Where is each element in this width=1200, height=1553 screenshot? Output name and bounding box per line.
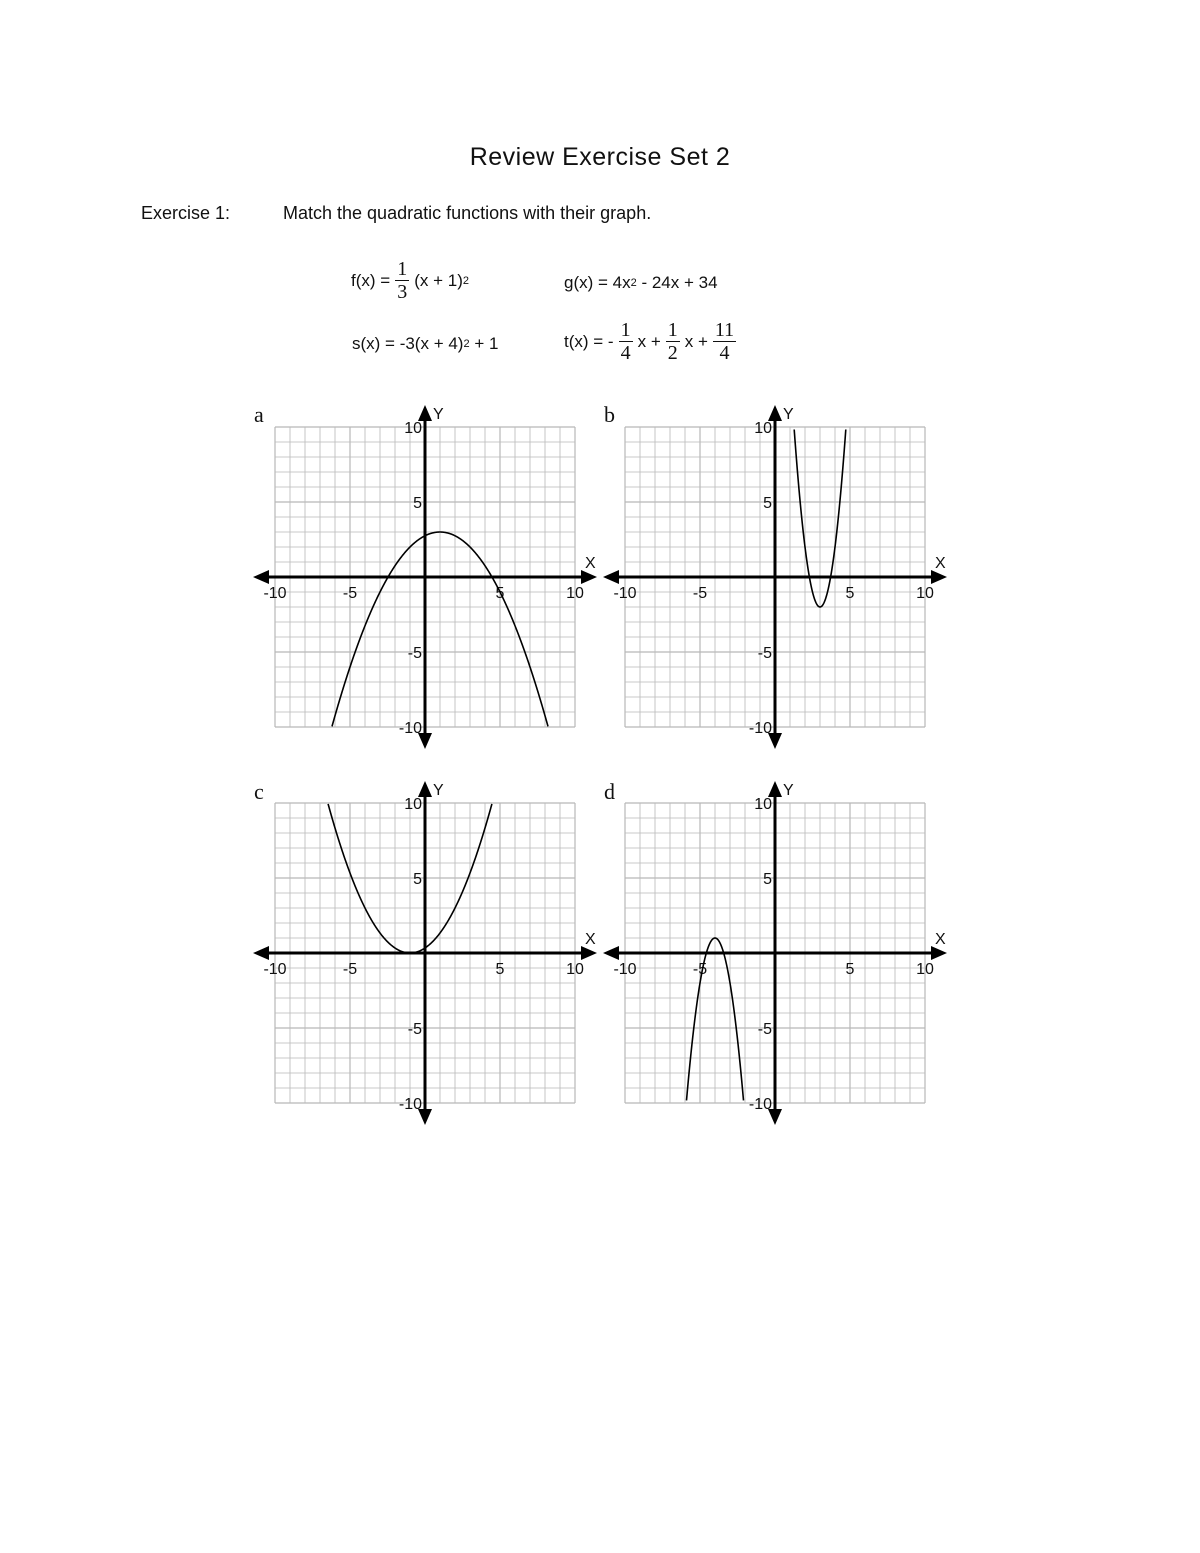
equation-t-f3-denominator: 4 [719,342,730,364]
x-tick-label-d: -10 [613,961,637,978]
x-tick-label-a: -10 [263,585,287,602]
x-axis-arrow-left-c [253,946,269,960]
x-tick-label-a: -5 [342,585,358,602]
page-title: Review Exercise Set 2 [469,143,731,171]
equation-t-f1-denominator: 4 [620,342,631,364]
y-tick-label-c: 5 [413,871,422,888]
y-tick-label-d: 10 [754,796,772,813]
equation-t-f2-numerator: 1 [667,319,678,341]
y-tick-label-a: -10 [398,720,422,737]
y-tick-label-d: -10 [748,1096,772,1113]
equation-f-denominator: 3 [397,281,408,303]
x-axis-arrow-left-d [603,946,619,960]
y-axis-label-d: Y [783,782,794,799]
x-axis-arrow-left-a [253,570,269,584]
y-tick-label-a: -5 [407,645,422,662]
x-tick-label-a: 5 [495,585,505,602]
equation-t-x2: x + [684,331,708,351]
x-tick-label-d: 10 [916,961,934,978]
y-tick-label-b: -10 [748,720,772,737]
y-tick-label-d: -5 [757,1021,772,1038]
y-axis-label-b: Y [783,406,794,423]
y-tick-label-c: -10 [398,1096,422,1113]
y-tick-label-b: 5 [763,495,772,512]
equation-g-lhs: g(x) = 4x [564,273,631,292]
equation-f-numerator: 1 [397,258,408,280]
equation-t-f3-numerator: 11 [714,319,735,341]
equation-f-lhs: f(x) = [351,270,391,290]
exercise-instruction: Match the quadratic functions with their graph. [283,203,652,223]
x-tick-label-b: -5 [692,585,708,602]
y-tick-label-b: 10 [754,420,772,437]
x-tick-label-c: 5 [495,961,505,978]
equation-g-rest: - 24x + 34 [636,273,718,292]
y-tick-label-c: -5 [407,1021,422,1038]
graph-d-label: d [604,779,615,804]
x-tick-label-b: 10 [916,585,934,602]
graph-c-label: c [254,779,264,804]
x-axis-label-b: X [935,555,946,572]
y-axis-arrow-up-b [768,405,782,421]
equation-t-lhs: t(x) = - [564,331,614,351]
x-axis-arrow-right-c [581,946,597,960]
x-tick-label-d: 5 [845,961,855,978]
graph-b-label: b [604,402,615,427]
x-tick-label-d: -5 [692,961,708,978]
equation-f: f(x) = $\frac{1}{3}$ (x + 1) 2 [351,258,469,303]
y-axis-arrow-up-d [768,781,782,797]
x-tick-label-b: 5 [845,585,855,602]
y-tick-label-d: 5 [763,871,772,888]
y-axis-arrow-up-c [418,781,432,797]
equation-s-lhs: s(x) = -3(x + 4) [352,334,464,353]
graph-a-label: a [254,402,264,427]
x-tick-label-c: 10 [566,961,584,978]
x-tick-label-a: 10 [566,585,584,602]
x-tick-label-c: -5 [342,961,358,978]
y-tick-label-c: 10 [404,796,422,813]
equation-s: s(x) = -3(x + 4) 2 + 1 [352,334,499,353]
x-axis-arrow-right-d [931,946,947,960]
y-tick-label-b: -5 [757,645,772,662]
x-tick-label-b: -10 [613,585,637,602]
y-axis-label-c: Y [433,782,444,799]
equation-t-f1-numerator: 1 [620,319,631,341]
x-tick-label-c: -10 [263,961,287,978]
x-axis-arrow-right-a [581,570,597,584]
x-axis-arrow-right-b [931,570,947,584]
equation-f-body: (x + 1) [414,270,463,290]
equation-g: g(x) = 4x 2 - 24x + 34 [564,273,718,292]
equation-t-f2-denominator: 2 [667,342,678,364]
x-axis-label-c: X [585,931,596,948]
y-tick-label-a: 5 [413,495,422,512]
y-axis-label-a: Y [433,406,444,423]
equation-t-x1: x + [637,331,661,351]
x-axis-label-d: X [935,931,946,948]
x-axis-label-a: X [585,555,596,572]
x-axis-arrow-left-b [603,570,619,584]
y-tick-label-a: 10 [404,420,422,437]
equation-s-rest: + 1 [469,334,499,353]
y-axis-arrow-up-a [418,405,432,421]
exercise-label: Exercise 1: [141,203,231,223]
